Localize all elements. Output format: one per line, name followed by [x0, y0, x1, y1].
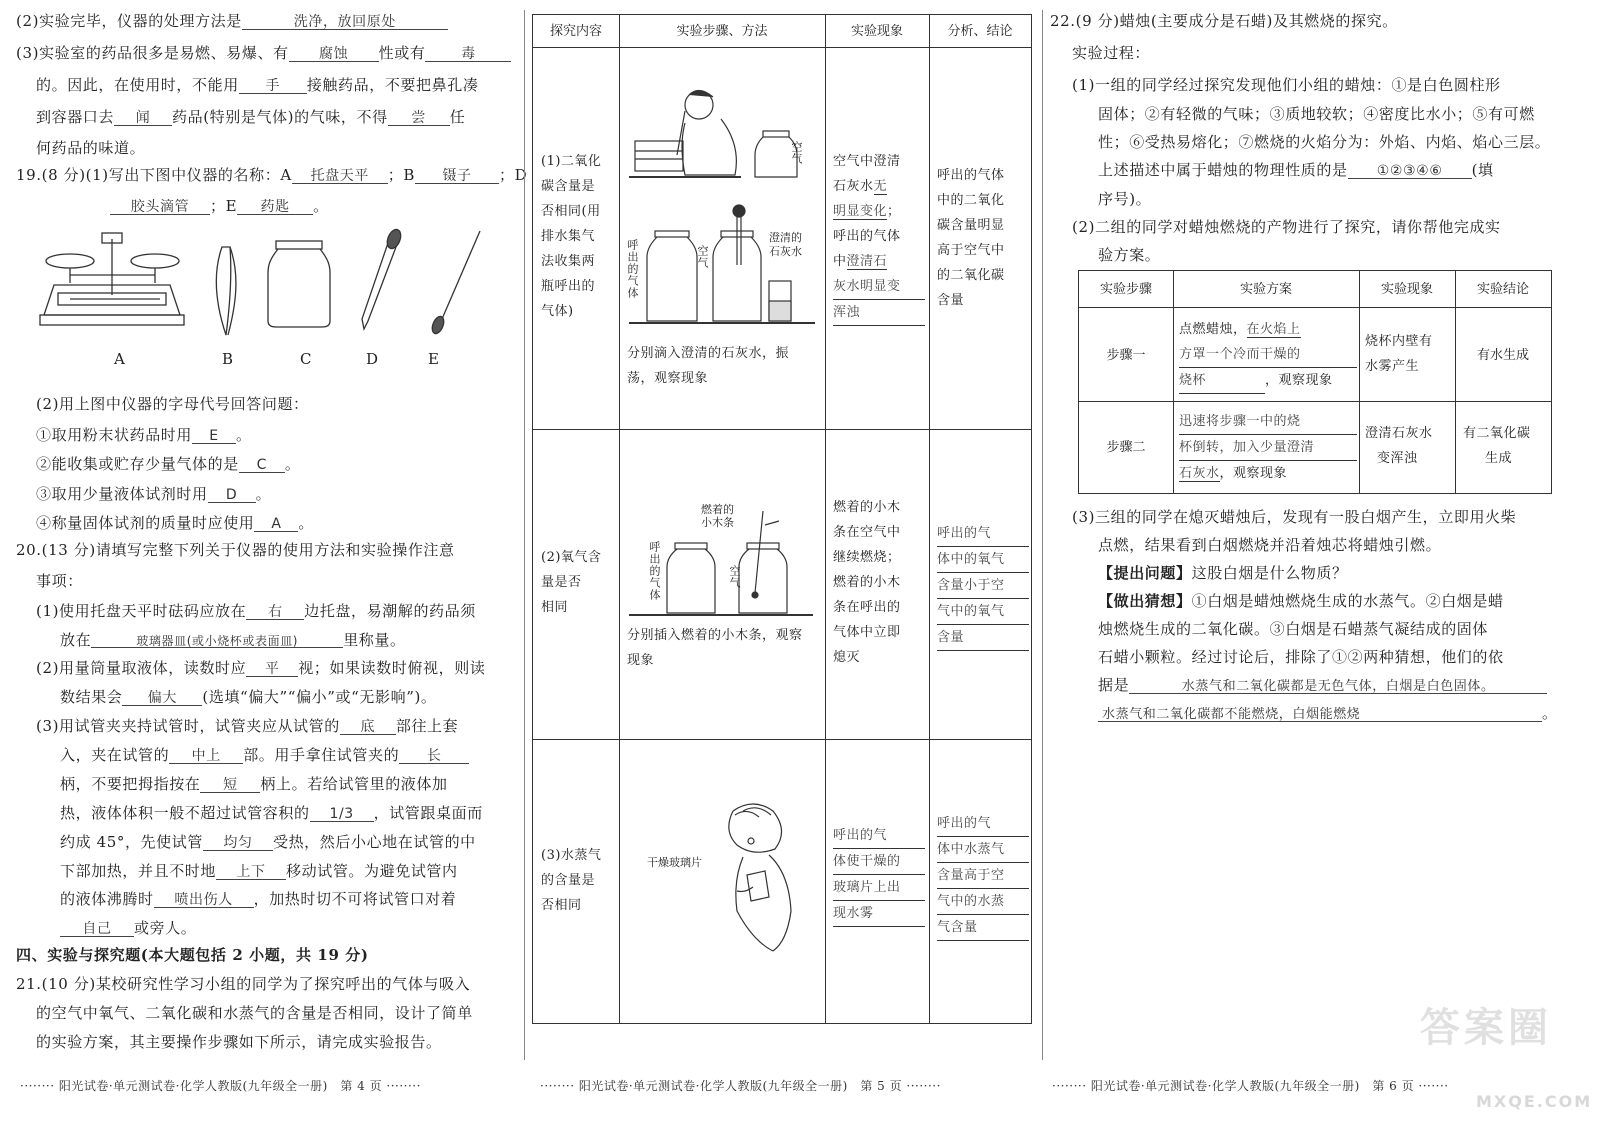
experiment-report-table [532, 14, 1032, 1024]
row1-step: 分别滴入澄清的石灰水，振 荡，观察现象 [627, 346, 790, 386]
dry-glass-label: 干燥玻璃片 [647, 856, 702, 869]
air-label: 空气 [728, 565, 741, 589]
answer-blank: 手 [239, 79, 307, 94]
answer-blank: 镊子 [415, 169, 499, 184]
q22-p3-line2: 点燃，结果看到白烟燃烧并沿着烛芯将蜡烛引燃。 [1098, 536, 1442, 554]
q19-2-s4: ④称量固体试剂的质量时应使用 A 。 [36, 514, 315, 532]
q20-line2: 事项： [36, 572, 83, 590]
row2-phenomenon: 燃着的小木 条在空气中 继续燃烧； 燃着的小木 条在呼出的 气体中立即 熄灭 [833, 500, 901, 665]
breath-jar-icon [667, 543, 715, 613]
q20-line14: 自己 或旁人。 [60, 921, 196, 937]
q22-p3-line1: (3)三组的同学在熄灭蜡烛后，发现有一股白烟产生，立即用火柴 [1072, 508, 1517, 526]
q22-basis-line1: 据是 水蒸气和二氧化碳都是无色气体，白烟是白色固体。 [1098, 678, 1547, 694]
q20-line6: 数结果会 偏大 (选填“偏大”“偏小”或“无影响”)。 [60, 688, 437, 706]
breath-label: 呼出的气体 [648, 541, 661, 601]
balance-icon [40, 233, 184, 325]
q19-2-s2: ②能收集或贮存少量气体的是 C 。 [36, 455, 301, 473]
instruments-figure [40, 225, 510, 345]
header-phenomenon: 实验现象 [1380, 282, 1433, 297]
gas-jar-icon [268, 241, 330, 327]
q22-p1-line3: 性；⑥受热易熔化；⑦燃烧的火焰分为：外焰、内焰、焰心三层。 [1098, 133, 1551, 151]
q22-p2-line1: (2)二组的同学对蜡烛燃烧的产物进行了探究，请你帮他完成实 [1072, 218, 1501, 236]
answer-blank: 胶头滴管 [110, 200, 210, 215]
q22-p1-line2: 固体；②有轻微的气味；③质地较软；④密度比水小；⑤有可燃 [1098, 105, 1535, 123]
spatula-icon [430, 231, 480, 335]
person-with-glass-figure [713, 801, 813, 961]
watermark-url: MXQE.COM [1476, 1092, 1593, 1111]
q20-line9: 柄，不要把拇指按在 短 柄上。若给试管里的液体加 [60, 775, 448, 793]
page-6-footer: ········ 阳光试卷·单元测试卷·化学人教版(九年级全一册) 第 6 页 ······· [1052, 1079, 1449, 1093]
breath-jar-icon [647, 231, 697, 321]
page-5-footer: ········ 阳光试卷·单元测试卷·化学人教版(九年级全一册) 第 5 页 ········ [540, 1079, 941, 1093]
section-4-heading: 四、实验与探究题(本大题包括 2 小题，共 19 分) [16, 946, 369, 964]
header-conclusion: 分析、结论 [947, 24, 1013, 39]
tweezers-icon [216, 247, 236, 335]
answer-blank: 洗净，放回原处 [242, 15, 448, 30]
q21-line1: 21.(10 分)某校研究性学习小组的同学为了探究呼出的气体与吸入 [16, 975, 471, 993]
column-divider [524, 10, 525, 1060]
label-d: D [366, 350, 379, 368]
breath-label: 呼出的气体 [626, 239, 639, 299]
header-conclusion: 实验结论 [1476, 282, 1529, 297]
q20-line11: 约成 45°，先使试管 均匀 受热，然后小心地在试管的中 [60, 833, 476, 851]
q20-line12: 下部加热，并且不时地 上下 移动试管。为避免试管内 [60, 862, 458, 880]
q20-line7: (3)用试管夹夹持试管时，试管夹应从试管的 底 部往上套 [36, 717, 459, 735]
q21-line2: 的空气中氧气、二氧化碳和水蒸气的含量是否相同，设计了简单 [36, 1004, 473, 1022]
answer-blank: 毒 [425, 47, 511, 62]
q19-line1: 19.(8 分)(1)写出下图中仪器的名称：A 托盘天平 ；B 镊子 ；D [16, 166, 528, 184]
q20-line3: (1)使用托盘天平时砝码应放在 右 边托盘，易潮解的药品须 [36, 602, 476, 620]
q20-line10: 热，液体体积一般不超过试管容积的 1/3 ，试管跟桌面而 [60, 804, 483, 822]
lime-water-bottle-icon [769, 281, 791, 321]
label-b: B [222, 350, 234, 368]
q19-2-s1: ①取用粉末状药品时用 E 。 [36, 426, 252, 444]
row3-conclusion: 呼出的气 体中水蒸气 含量高于空 气中的水蒸 气含量 [937, 811, 1029, 941]
step-1-conclusion: 有水生成 [1476, 348, 1529, 363]
air-label-2: 空气 [696, 245, 709, 269]
label-c: C [300, 350, 312, 368]
burning-stick-label: 燃着的 小木条 [701, 503, 734, 529]
q22-p1-line1: (1)一组的同学经过探究发现他们小组的蜡烛：①是白色圆柱形 [1072, 76, 1501, 94]
q22-guess-line2: 烛燃烧生成的二氧化碳。③白烟是石蜡蒸气凝结成的固体 [1098, 620, 1489, 638]
air-jar-2-icon [713, 205, 761, 321]
row3-phenomenon: 呼出的气 体使干燥的 玻璃片上出 现水雾 [833, 823, 925, 927]
answer-blank: 腐蚀 [289, 47, 379, 62]
q22-ask: 【提出问题】这股白烟是什么物质？ [1098, 564, 1348, 582]
q19-line2: 胶头滴管 ；E 药匙 。 [110, 199, 329, 215]
label-e: E [428, 350, 439, 368]
person-blowing-icon [677, 90, 736, 175]
q22-process: 实验过程： [1072, 44, 1151, 62]
lime-water-label: 澄清的 石灰水 [769, 231, 802, 258]
column-divider [1042, 10, 1043, 1060]
row1-phenomenon: 空气中澄清 石灰水无 明显变化； 呼出的气体 中澄清石 灰水明显变 浑浊 [833, 149, 925, 326]
step-1: 步骤一 [1106, 348, 1146, 363]
step-2-phenomenon: 澄清石灰水 变浑浊 [1365, 426, 1433, 466]
dropper-icon [362, 227, 403, 329]
q19-2-s3: ③取用少量液体试剂时用 D 。 [36, 485, 272, 503]
header-plan: 实验方案 [1239, 282, 1292, 297]
q18-3-line3: 到容器口去 闻 药品(特别是气体)的气味，不得 尝 任 [36, 108, 466, 126]
air-label: 空气 [790, 141, 803, 165]
answer-blank: 尝 [388, 111, 450, 126]
step-1-plan: 点燃蜡烛，在火焰上 方罩一个冷而干燥的 烧杯 ，观察现象 [1179, 317, 1357, 394]
watermark-logo: 答案圈 [1420, 1005, 1552, 1051]
q22-basis-line2: 水蒸气和二氧化碳都不能燃烧，白烟能燃烧 。 [1098, 706, 1558, 722]
row2-conclusion: 呼出的气 体中的氧气 含量小于空 气中的氧气 含量 [937, 521, 1029, 651]
candle-experiment-table [1078, 270, 1552, 494]
q20-line5: (2)用量筒量取液体，读数时应 平 视；如果读数时俯视，则读 [36, 659, 486, 677]
page-4-footer: ········ 阳光试卷·单元测试卷·化学人教版(九年级全一册) 第 4 页 ········ [20, 1079, 421, 1093]
q21-line3: 的实验方案，其主要操作步骤如下所示，请完成实验报告。 [36, 1033, 442, 1051]
q22-p1-line4: 上述描述中属于蜡烛的物理性质的是 ①②③④⑥ (填 [1098, 161, 1494, 179]
header-content: 探究内容 [549, 24, 602, 39]
q22-guess-line3: 石蜡小颗粒。经过讨论后，排除了①②两种猜想，他们的依 [1098, 648, 1504, 666]
header-phenomenon: 实验现象 [850, 24, 903, 39]
label-a: A [114, 350, 125, 368]
air-jar-icon [739, 543, 787, 613]
q22-p1-line5: 序号)。 [1098, 190, 1152, 208]
q22-p2-line2: 验方案。 [1098, 246, 1161, 264]
q22-title: 22.(9 分)蜡烛(主要成分是石蜡)及其燃烧的探究。 [1050, 12, 1398, 30]
q18-3-line2: 的。因此，在使用时，不能用 手 接触药品，不要把鼻孔凑 [36, 76, 479, 94]
row1-content: (1)二氧化 碳含量是 否相同(用 排水集气 法收集两 瓶呼出的 气体) [541, 154, 602, 319]
q18-2: (2)实验完毕，仪器的处理方法是 洗净，放回原处 [16, 14, 448, 30]
co2-apparatus-figure [626, 85, 819, 335]
step-1-phenomenon: 烧杯内壁有 水雾产生 [1365, 334, 1433, 374]
step-2-conclusion: 有二氧化碳 生成 [1463, 426, 1531, 466]
step-2-plan: 迅速将步骤一中的烧 杯倒转，加入少量澄清 石灰水，观察现象 [1179, 409, 1357, 486]
q20-line8: 入，夹在试管的 中上 部。用手拿住试管夹的 长 [60, 748, 469, 764]
answer-blank: 托盘天平 [292, 169, 388, 184]
step-2: 步骤二 [1106, 440, 1146, 455]
q20-line4: 放在 玻璃器皿(或小烧杯或表面皿) 里称量。 [60, 631, 406, 649]
header-step: 实验步骤 [1099, 282, 1152, 297]
q19-2: (2)用上图中仪器的字母代号回答问题： [36, 395, 309, 413]
row3-content: (3)水蒸气 的含量是 否相同 [541, 848, 602, 913]
answer-blank: 药匙 [237, 200, 313, 215]
q20-line1: 20.(13 分)请填写完整下列关于仪器的使用方法和实验操作注意 [16, 541, 455, 559]
q22-guess-line1: 【做出猜想】①白烟是蜡烛燃烧生成的水蒸气。②白烟是蜡 [1098, 592, 1504, 610]
q18-3-line4: 何药品的味道。 [36, 139, 146, 157]
header-steps: 实验步骤、方法 [676, 24, 768, 39]
q20-line13: 的液体沸腾时 喷出伤人 ，加热时切不可将试管口对着 [60, 890, 457, 908]
row1-conclusion: 呼出的气体 中的二氧化 碳含量明显 高于空气中 的二氧化碳 含量 [937, 168, 1005, 308]
q18-3-line1: (3)实验室的药品很多是易燃、易爆、有 腐蚀 性或有 毒 [16, 46, 511, 62]
answer-blank: 闻 [114, 111, 172, 126]
row2-step: 分别插入燃着的小木条，观察 现象 [627, 628, 803, 668]
row2-content: (2)氧气含 量是否 相同 [541, 550, 602, 615]
